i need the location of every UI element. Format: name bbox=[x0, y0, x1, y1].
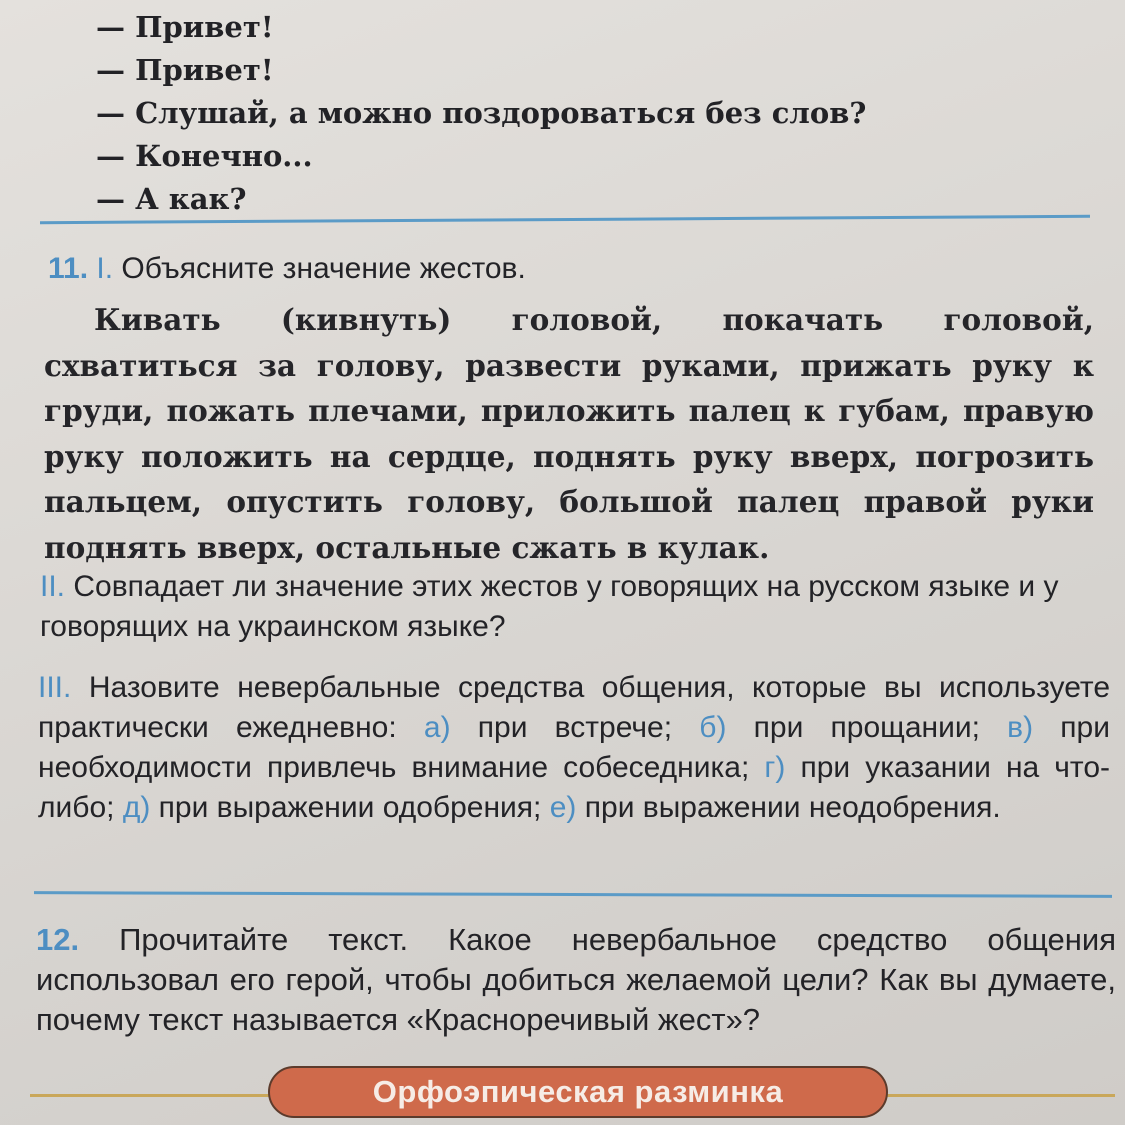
dialogue-line: — Привет! bbox=[96, 53, 274, 87]
task-text: Прочитайте текст. Какое невербальное средство общения использовал его герой, чтобы добиться желаемой цели? Как вы думаете, почему текст называется «Красноречивый жест»? bbox=[36, 922, 1116, 1037]
exercise-number: 12. bbox=[36, 922, 80, 957]
exercise-number: 11. bbox=[48, 252, 89, 285]
exercise-11-heading bbox=[48, 250, 526, 288]
task-text: Совпадает ли значение этих жестов у говорящих на русском языке и у говорящих на украинском языке? bbox=[40, 570, 1059, 643]
item-text: при выражении одобрения; bbox=[158, 791, 542, 824]
item-marker: д) bbox=[122, 791, 151, 824]
exercise-12 bbox=[36, 920, 1116, 1040]
dialogue-line: — А как? bbox=[96, 182, 247, 216]
item-marker: г) bbox=[764, 751, 786, 784]
part-marker: III. bbox=[38, 671, 72, 704]
dialogue bbox=[96, 6, 866, 221]
item-text: при необходимости привлечь внимание собеседника; bbox=[38, 711, 1110, 784]
item-text: при прощании; bbox=[753, 711, 980, 744]
item-marker: а) bbox=[423, 711, 451, 744]
part-marker: II. bbox=[40, 570, 66, 603]
item-text: при встрече; bbox=[477, 711, 673, 744]
banner-label: Орфоэпическая разминка bbox=[372, 1074, 784, 1109]
task-text: Объясните значение жестов. bbox=[121, 252, 526, 285]
dialogue-line: — Конечно... bbox=[96, 139, 313, 173]
section-divider bbox=[34, 891, 1112, 898]
exercise-11-part-3 bbox=[38, 668, 1110, 828]
item-marker: б) bbox=[699, 711, 727, 744]
item-marker: е) bbox=[549, 791, 577, 824]
section-banner bbox=[268, 1066, 888, 1118]
gestures-list: Кивать (кивнуть) головой, покачать головой, схватиться за голову, развести руками, прижать руку к груди, пожать плечами, приложить палец к губам, правую руку положить на сердце, поднять руку вверх, погрозить пальцем, опустить голову, большой палец правой руки поднять вверх, остальные сжать в кулак. bbox=[44, 302, 1094, 565]
part-marker: I. bbox=[96, 252, 114, 285]
item-text: при выражении неодобрения. bbox=[584, 791, 1001, 824]
item-text: при указании на что-либо; bbox=[38, 751, 1111, 824]
dialogue-line: — Слушай, а можно поздороваться без слов? bbox=[96, 96, 867, 130]
item-marker: в) bbox=[1007, 711, 1034, 744]
exercise-11-part-2 bbox=[40, 567, 1105, 647]
dialogue-line: — Привет! bbox=[96, 10, 274, 44]
task-text: Назовите невербальные средства общения, которые вы используете практически ежедневно: bbox=[38, 671, 1110, 744]
